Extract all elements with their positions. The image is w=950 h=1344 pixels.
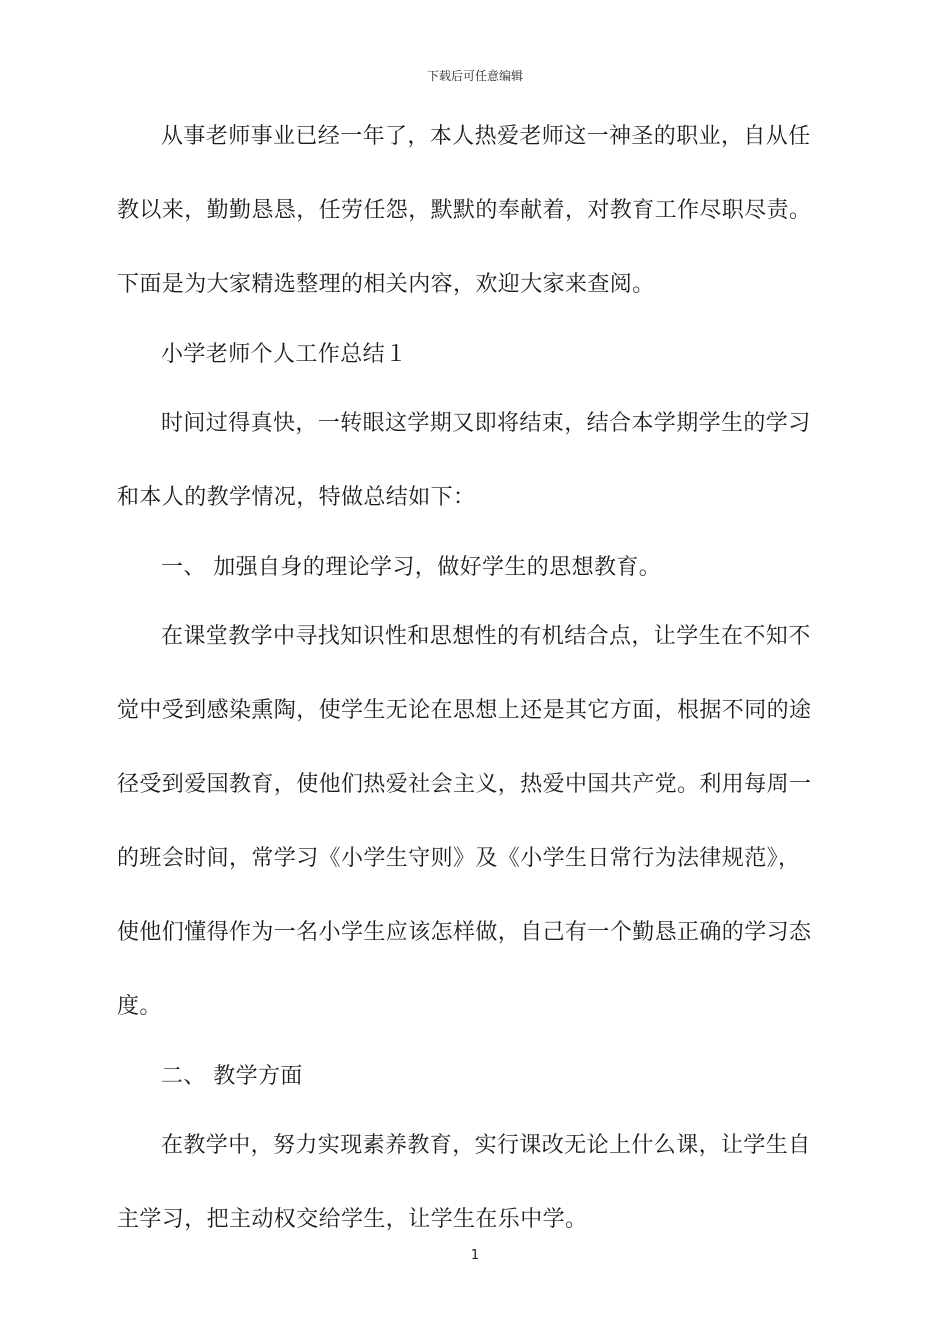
summary-intro-paragraph: 时间过得真快，一转眼这学期又即将结束，结合本学期学生的学习和本人的教学情况，特做总结如下： xyxy=(117,411,811,510)
section-heading-1: 一、 加强自身的理论学习，做好学生的思想教育。 xyxy=(161,555,662,580)
teaching-paragraph: 在教学中，努力实现素养教育，实行课改无论上什么课，让学生自主学习，把主动权交给学生，让学生在乐中学。 xyxy=(117,1133,811,1232)
document-body xyxy=(117,100,817,1257)
theory-study-paragraph: 在课堂教学中寻找知识性和思想性的有机结合点，让学生在不知不觉中受到感染熏陶，使学生无论在思想上还是其它方面，根据不同的途径受到爱国教育，使他们热爱社会主义，热爱中国共产党。利用每周一的班会时间，常学习《小学生守则》及《小学生日常行为法律规范》，使他们懂得作为一名小学生应该怎样做，自己有一个勤恳正确的学习态度。 xyxy=(117,624,812,1019)
section-title: 小学老师个人工作总结１ xyxy=(161,342,408,367)
intro-paragraph: 从事老师事业已经一年了，本人热爱老师这一神圣的职业，自从任教以来，勤勤恳恳，任劳任怨，默默的奉献着，对教育工作尽职尽责。下面是为大家精选整理的相关内容，欢迎大家来查阅。 xyxy=(117,124,812,297)
page-number: 1 xyxy=(470,1248,480,1263)
page-header: 下载后可任意编辑 xyxy=(426,69,523,83)
section-heading-2: 二、 教学方面 xyxy=(161,1064,303,1089)
